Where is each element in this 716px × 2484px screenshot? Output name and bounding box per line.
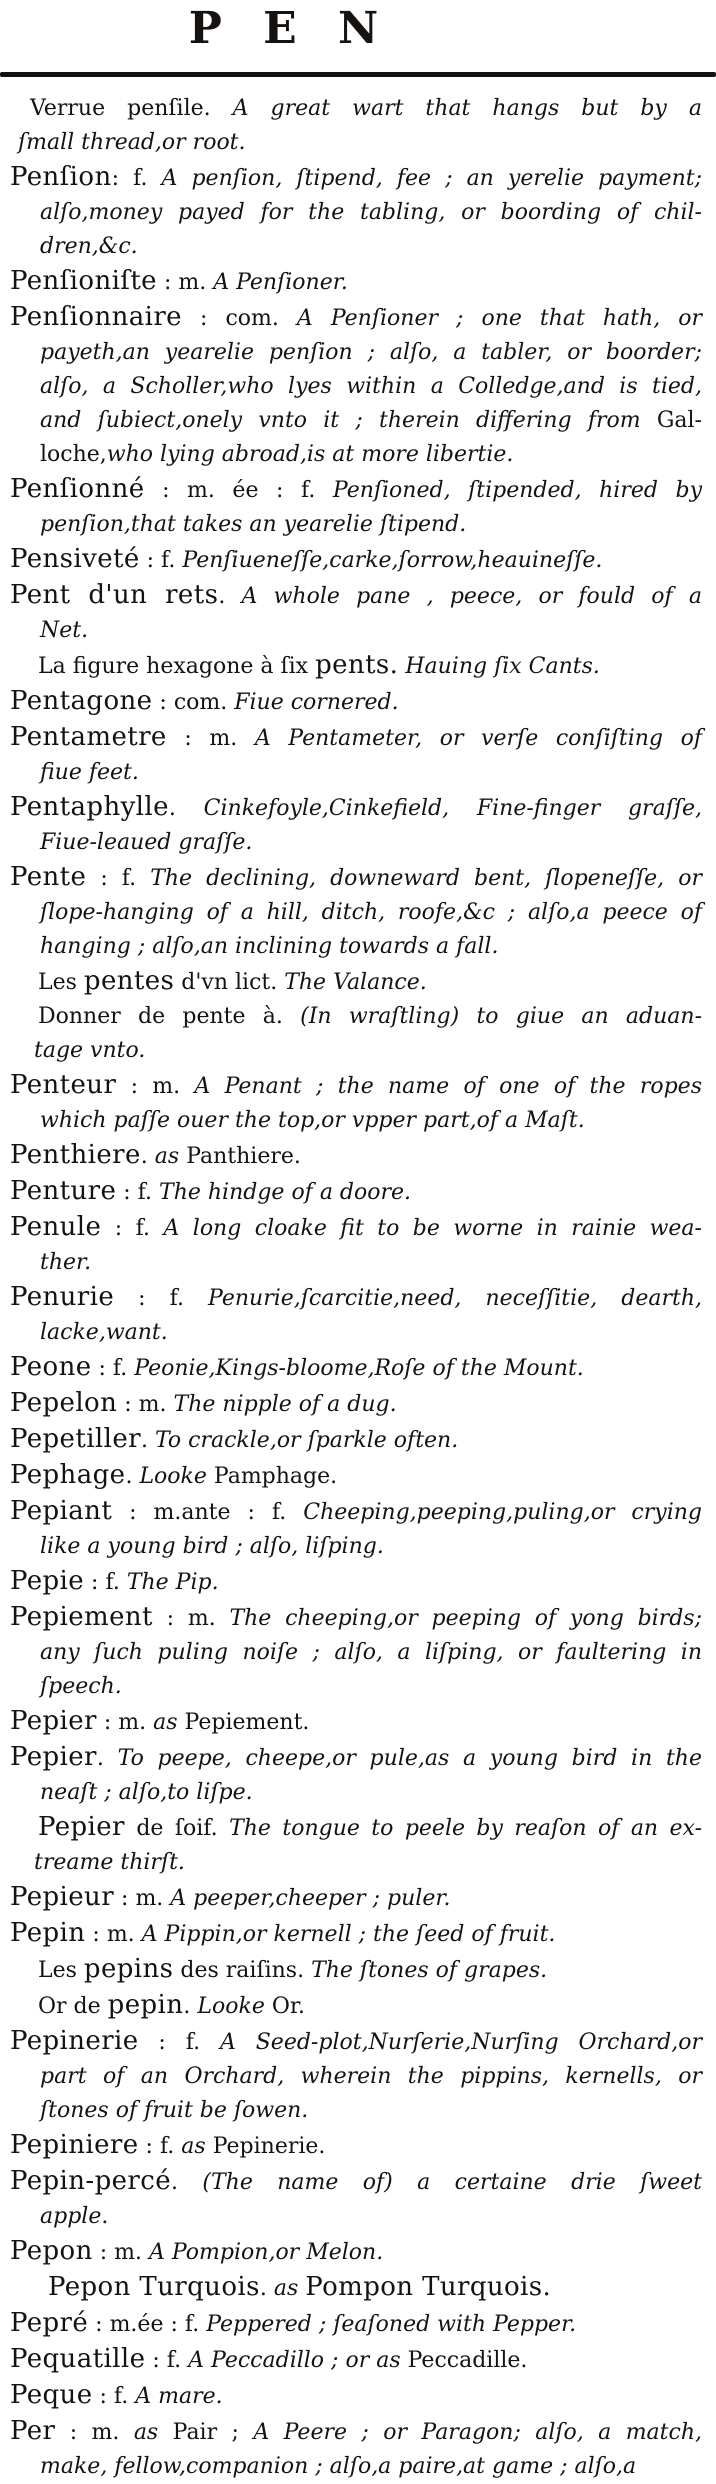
definition-text: hanging ; alſo,an inclining towards a fall.: [40, 934, 499, 959]
definition-text: A Peere ; or Paragon; alſo, a match,: [253, 2420, 702, 2445]
definition-text: The hindge of a doore.: [159, 1180, 412, 1205]
definition-text: (In wraſtling) to giue an aduan-: [300, 1004, 702, 1029]
headword: Penthiere: [10, 1140, 141, 1170]
entry-line: [0, 1530, 702, 1564]
definition-text: The ſtones of grapes.: [311, 1958, 548, 1983]
entry-line: [0, 438, 702, 472]
entry-pephage: [0, 1458, 702, 1494]
roman-text: : com.: [152, 690, 235, 715]
definition-text: A great wart that hangs but by a: [232, 96, 702, 121]
entry-penule: [0, 1210, 702, 1280]
definition-text: who lying abroad,is at more libertie.: [106, 442, 514, 467]
roman-text: Les: [38, 1958, 84, 1983]
definition-text: make, fellow,companion ; alſo,a paire,at game ; alſo,a: [40, 2454, 637, 2479]
headword: Peque: [10, 2380, 93, 2410]
entry-line: [0, 790, 702, 826]
definition-text: alſo,money payed for the tabling, or boording of chil-: [40, 200, 702, 225]
page-title: P E N: [188, 3, 392, 54]
headword: pepin: [107, 1990, 184, 2020]
roman-text: des raiſins.: [173, 1958, 312, 1983]
roman-text: Donner de pente à.: [38, 1004, 301, 1029]
entry-line: [0, 336, 702, 370]
roman-text: : m.ée : f.: [88, 2312, 207, 2337]
definition-text: Looke: [197, 1994, 272, 2019]
headword: Peone: [10, 1352, 92, 1382]
entry-pensioniste: [0, 264, 702, 300]
entry-line: [0, 1916, 702, 1952]
entry-line: [0, 684, 702, 720]
definition-text: A Penſioner ; one that hath, or: [296, 306, 703, 331]
entry-line: [0, 1740, 702, 1776]
roman-text: : f.: [114, 1286, 209, 1311]
entry-line: [0, 472, 702, 508]
entry-line: [0, 508, 702, 542]
roman-text: : f.: [86, 866, 151, 891]
headword: pentes: [83, 966, 175, 996]
headword: Pepier: [10, 1706, 97, 1736]
entry-line: [0, 2060, 702, 2094]
definition-text: The nipple of a dug.: [173, 1392, 397, 1417]
definition-text: A Penant ; the name of one of the ropes: [194, 1074, 702, 1099]
entry-pepin-perce: [0, 2164, 702, 2234]
entry-line: [0, 1988, 702, 2024]
headword: Pepinerie: [10, 2026, 139, 2056]
entry-line: [0, 2450, 702, 2484]
definition-text: A penſion, ſtipend, fee ; an yerelie payment;: [161, 166, 703, 191]
entry-line: [0, 126, 702, 160]
entry-pepiement: [0, 1600, 702, 1704]
definition-text: Fiue-leaued graſſe.: [40, 830, 253, 855]
entry-line: [0, 1104, 702, 1138]
entry-pepin: [0, 1916, 702, 1952]
entry-line: [0, 370, 702, 404]
entry-line: [0, 1952, 702, 1988]
entry-line: [0, 404, 702, 438]
entry-line: [0, 1846, 702, 1880]
roman-text: : f.: [101, 1216, 164, 1241]
definition-text: as: [154, 1144, 187, 1169]
entry-or-de-pepin: [0, 1988, 702, 2024]
entry-pepelon: [0, 1386, 702, 1422]
roman-text: de ſoif.: [124, 1816, 230, 1841]
definition-text: To crackle,or ſparkle often.: [154, 1428, 459, 1453]
roman-text: : m.: [166, 726, 255, 751]
definition-text: A mare.: [135, 2384, 223, 2409]
definition-text: ſmall thread,or root.: [18, 130, 246, 155]
headword: Pepin: [10, 1918, 86, 1948]
definition-text: The declining, downeward bent, ſlopeneſſe, or: [150, 866, 702, 891]
entry-line: [0, 720, 702, 756]
roman-text: : m.: [152, 1606, 230, 1631]
entry-line: [0, 1494, 702, 1530]
entry-pentaphylle: [0, 790, 702, 860]
roman-text: : f.: [145, 2348, 189, 2373]
definition-text: Peppered ; ſeaſoned with Pepper.: [206, 2312, 577, 2337]
entry-pequatille: [0, 2342, 702, 2378]
definition-text: The cheeping,or peeping of yong birds;: [229, 1606, 702, 1631]
entry-line: [0, 648, 702, 684]
headword: Pequatille: [10, 2344, 146, 2374]
definition-text: apple.: [40, 2204, 109, 2229]
roman-text: loche,: [40, 442, 107, 467]
definition-text: A Seed-plot,Nurſerie,Nurſing Orchard,or: [219, 2030, 702, 2055]
entry-line: [0, 896, 702, 930]
roman-text: Or de: [38, 1994, 108, 2019]
headword: Pentagone: [10, 686, 153, 716]
entry-pepier-verb: [0, 1740, 702, 1810]
roman-text: : m.: [116, 1074, 195, 1099]
entry-pentametre: [0, 720, 702, 790]
headword: Pepré: [10, 2308, 89, 2338]
entry-line: [0, 1386, 702, 1422]
definition-text: ſpeech.: [40, 1674, 122, 1699]
roman-text: : m.: [55, 2420, 134, 2445]
roman-text: .: [259, 2276, 274, 2301]
headword: Penſioniſte: [10, 266, 157, 296]
entry-line: [0, 2234, 702, 2270]
headword: Penture: [10, 1176, 117, 1206]
definition-text: part of an Orchard, wherein the pippins, kernells, or: [40, 2064, 702, 2089]
definition-text: Penſiueneſſe,carke,ſorrow,heauineſſe.: [182, 548, 603, 573]
roman-text: Pepinerie.: [212, 2134, 326, 2159]
entry-line: [0, 930, 702, 964]
definition-text: (The name of) a certaine drie ſweet: [202, 2170, 702, 2195]
entry-pepetiller: [0, 1422, 702, 1458]
headword: Pepelon: [10, 1388, 118, 1418]
roman-text: .: [140, 1144, 155, 1169]
definition-text: Net.: [40, 618, 89, 643]
definition-text: The Valance.: [284, 970, 427, 995]
entry-line: [0, 2164, 702, 2200]
definition-text: A Pompion,or Melon.: [149, 2240, 384, 2265]
entry-line: [0, 2128, 702, 2164]
entry-line: [0, 196, 702, 230]
roman-text: La figure hexagone à ſix: [38, 654, 316, 679]
entry-line: [0, 2200, 702, 2234]
definition-text: Hauing ſix Cants.: [398, 654, 600, 679]
roman-text: .: [171, 2170, 203, 2195]
roman-text: : m.: [96, 1710, 154, 1735]
entry-line: [0, 1704, 702, 1740]
entry-line: [0, 578, 702, 614]
headword: Pepie: [10, 1566, 85, 1596]
roman-text: : m. ée : f.: [144, 478, 333, 503]
headword: Penſionné: [10, 474, 145, 504]
definition-text: ſtones of fruit be ſowen.: [40, 2098, 309, 2123]
entry-line: [0, 300, 702, 336]
definition-text: any ſuch puling noiſe ; alſo, a liſping, or faultering in: [40, 1640, 702, 1665]
definition-text: alſo, a Scholler,who lyes within a Colledge,and is tied,: [40, 374, 702, 399]
entry-pent-dun-rets: [0, 578, 702, 648]
entry-line: [0, 1034, 702, 1068]
entry-line: [0, 1670, 702, 1704]
entry-pepiniere: [0, 2128, 702, 2164]
entry-line: [0, 756, 702, 790]
definition-text: A peeper,cheeper ; puler.: [170, 1886, 451, 1911]
entry-la-figure-hexagone: [0, 648, 702, 684]
entry-verrue-pensile: [0, 92, 702, 160]
roman-text: .: [168, 796, 204, 821]
roman-text: .: [183, 1994, 198, 2019]
entry-line: [0, 1068, 702, 1104]
definition-text: and ſubiect,onely vnto it ; therein differing from: [40, 408, 657, 433]
roman-text: : f.: [139, 548, 183, 573]
roman-text: .: [140, 1428, 155, 1453]
roman-text: Gal-: [656, 408, 702, 433]
headword: Pepieur: [10, 1882, 115, 1912]
definition-text: The tongue to peele by reaſon of an ex-: [229, 1816, 703, 1841]
entry-pensionne: [0, 472, 702, 542]
roman-text: : f.: [111, 166, 162, 191]
headword: Penteur: [10, 1070, 117, 1100]
roman-text: : m.ante : f.: [112, 1500, 304, 1525]
entry-line: [0, 2378, 702, 2414]
definition-text: as: [153, 1710, 185, 1735]
definition-text: which paſſe ouer the top,or vpper part,of a Maſt.: [40, 1108, 585, 1133]
roman-text: : m.: [117, 1392, 174, 1417]
entry-pente: [0, 860, 702, 964]
entry-line: [0, 1316, 702, 1350]
entry-line: [0, 1600, 702, 1636]
entries-column: [0, 77, 716, 2484]
headword: Pompon Turquois.: [305, 2272, 552, 2302]
definition-text: Cinkefoyle,Cinkefield, Fine-finger graſſe,: [203, 796, 702, 821]
roman-text: : f.: [92, 2384, 136, 2409]
roman-text: : m.: [92, 2240, 150, 2265]
roman-text: : f.: [138, 2030, 220, 2055]
definition-text: A Penſioner.: [213, 270, 348, 295]
roman-text: : com.: [181, 306, 297, 331]
entry-peque: [0, 2378, 702, 2414]
definition-text: Fiue cornered.: [234, 690, 399, 715]
definition-text: dren,&c.: [40, 234, 138, 259]
headword: pents.: [315, 650, 399, 680]
roman-text: : f.: [116, 1180, 160, 1205]
roman-text: Les: [38, 970, 84, 995]
definition-text: lacke,want.: [40, 1320, 168, 1345]
headword: Pensiveté: [10, 544, 140, 574]
definition-text: as: [181, 2134, 213, 2159]
entry-line: [0, 230, 702, 264]
entry-line: [0, 826, 702, 860]
headword: Penule: [10, 1212, 102, 1242]
definition-text: The Pip.: [126, 1570, 219, 1595]
entry-line: [0, 2270, 702, 2306]
definition-text: as: [273, 2276, 306, 2301]
entry-penthiere: [0, 1138, 702, 1174]
entry-line: [0, 1564, 702, 1600]
headword: Pentaphylle: [10, 792, 169, 822]
entry-line: [0, 1880, 702, 1916]
entry-penurie: [0, 1280, 702, 1350]
entry-line: [0, 2414, 702, 2450]
roman-text: .: [96, 1746, 118, 1771]
roman-text: : f.: [91, 1356, 135, 1381]
entry-donner-de-pente: [0, 1000, 702, 1068]
headword: Penſionnaire: [10, 302, 182, 332]
entry-penture: [0, 1174, 702, 1210]
entry-les-pepins-des-raisins: [0, 1952, 702, 1988]
entry-pepinerie: [0, 2024, 702, 2128]
entry-line: [0, 614, 702, 648]
entry-peone: [0, 1350, 702, 1386]
entry-pepieur: [0, 1880, 702, 1916]
definition-text: To peepe, cheepe,or pule,as a young bird in the: [117, 1746, 702, 1771]
definition-text: A Peccadillo ; or as: [188, 2348, 408, 2373]
entry-pepon-turquois: [0, 2270, 702, 2306]
headword: Pepin-percé: [10, 2166, 172, 2196]
headword: Penurie: [10, 1282, 115, 1312]
definition-text: Cheeping,peeping,puling,or crying: [303, 1500, 702, 1525]
entry-line: [0, 1422, 702, 1458]
entry-line: [0, 1138, 702, 1174]
entry-line: [0, 92, 702, 126]
definition-text: tage vnto.: [34, 1038, 146, 1063]
entry-line: [0, 1458, 702, 1494]
definition-text: like a young bird ; alſo, liſping.: [40, 1534, 384, 1559]
headword: Pepier: [38, 1812, 125, 1842]
headword: pepins: [83, 1954, 174, 1984]
entry-pepiant: [0, 1494, 702, 1564]
entry-pepon: [0, 2234, 702, 2270]
roman-text: Pair ;: [172, 2420, 254, 2445]
roman-text: Verrue penſile.: [30, 96, 233, 121]
headword: Pepon Turquois: [48, 2272, 260, 2302]
entry-line: [0, 1776, 702, 1810]
roman-text: : f.: [84, 1570, 127, 1595]
entry-line: [0, 1636, 702, 1670]
definition-text: treame thirſt.: [34, 1850, 185, 1875]
definition-text: Penſioned, ſtipended, hired by: [332, 478, 703, 503]
entry-pension: [0, 160, 702, 264]
headword: Pent d'un rets: [10, 580, 219, 610]
definition-text: A Pentameter, or verſe conſiſting of: [254, 726, 702, 751]
entry-pepier-m: [0, 1704, 702, 1740]
definition-text: Penurie,ſcarcitie,need, neceſſitie, dearth,: [208, 1286, 702, 1311]
entry-pensionnaire: [0, 300, 702, 472]
entry-penteur: [0, 1068, 702, 1138]
roman-text: Or.: [271, 1994, 305, 2019]
headword: Pepier: [10, 1742, 97, 1772]
roman-text: .: [218, 584, 242, 609]
entry-pepre: [0, 2306, 702, 2342]
headword: Penſion: [10, 162, 112, 192]
headword: Pentametre: [10, 722, 167, 752]
entry-line: [0, 1280, 702, 1316]
entry-line: [0, 2094, 702, 2128]
roman-text: d'vn lict.: [174, 970, 285, 995]
entry-line: [0, 2306, 702, 2342]
entry-line: [0, 1246, 702, 1280]
roman-text: : m.: [85, 1922, 142, 1947]
definition-text: A long cloake fit to be worne in rainie wea-: [163, 1216, 702, 1241]
entry-line: [0, 542, 702, 578]
entry-line: [0, 1350, 702, 1386]
entry-line: [0, 964, 702, 1000]
entry-line: [0, 860, 702, 896]
definition-text: A Pippin,or kernell ; the ſeed of fruit.: [141, 1922, 556, 1947]
definition-text: neaſt ; alſo,to liſpe.: [40, 1780, 253, 1805]
definition-text: Looke: [139, 1464, 214, 1489]
roman-text: Peccadille.: [407, 2348, 528, 2373]
definition-text: penſion,that takes an yearelie ſtipend.: [40, 512, 467, 537]
entry-pepie: [0, 1564, 702, 1600]
headword: Per: [10, 2416, 56, 2446]
entry-line: [0, 2342, 702, 2378]
headword: Pepetiller: [10, 1424, 141, 1454]
headword: Pepiniere: [10, 2130, 139, 2160]
roman-text: Pamphage.: [213, 1464, 338, 1489]
entry-line: [0, 1000, 702, 1034]
headword: Pepiant: [10, 1496, 113, 1526]
entry-line: [0, 1210, 702, 1246]
entry-line: [0, 2024, 702, 2060]
definition-text: ther.: [40, 1250, 92, 1275]
definition-text: ſlope-hanging of a hill, ditch, roofe,&c ; alſo,a peece of: [40, 900, 702, 925]
entry-pentagone: [0, 684, 702, 720]
entry-les-pentes-dun-lict: [0, 964, 702, 1000]
definition-text: payeth,an yearelie penſion ; alſo, a tabler, or boorder;: [40, 340, 702, 365]
entry-line: [0, 1810, 702, 1846]
headword: Pente: [10, 862, 87, 892]
roman-text: : f.: [138, 2134, 182, 2159]
entry-line: [0, 160, 702, 196]
roman-text: Pepiement.: [184, 1710, 310, 1735]
roman-text: : m.: [114, 1886, 171, 1911]
headword: Pepiement: [10, 1602, 153, 1632]
headword: Pephage: [10, 1460, 126, 1490]
roman-text: : m.: [156, 270, 214, 295]
entry-pepier-de-soif: [0, 1810, 702, 1880]
headword: Pepon: [10, 2236, 93, 2266]
definition-text: Peonie,Kings-bloome,Roſe of the Mount.: [134, 1356, 584, 1381]
definition-text: as: [133, 2420, 173, 2445]
definition-text: A whole pane , peece, or fould of a: [241, 584, 702, 609]
entry-line: [0, 1174, 702, 1210]
roman-text: .: [125, 1464, 140, 1489]
entry-pensivete: [0, 542, 702, 578]
roman-text: Panthiere.: [186, 1144, 301, 1169]
definition-text: fiue feet.: [40, 760, 139, 785]
entry-line: [0, 264, 702, 300]
